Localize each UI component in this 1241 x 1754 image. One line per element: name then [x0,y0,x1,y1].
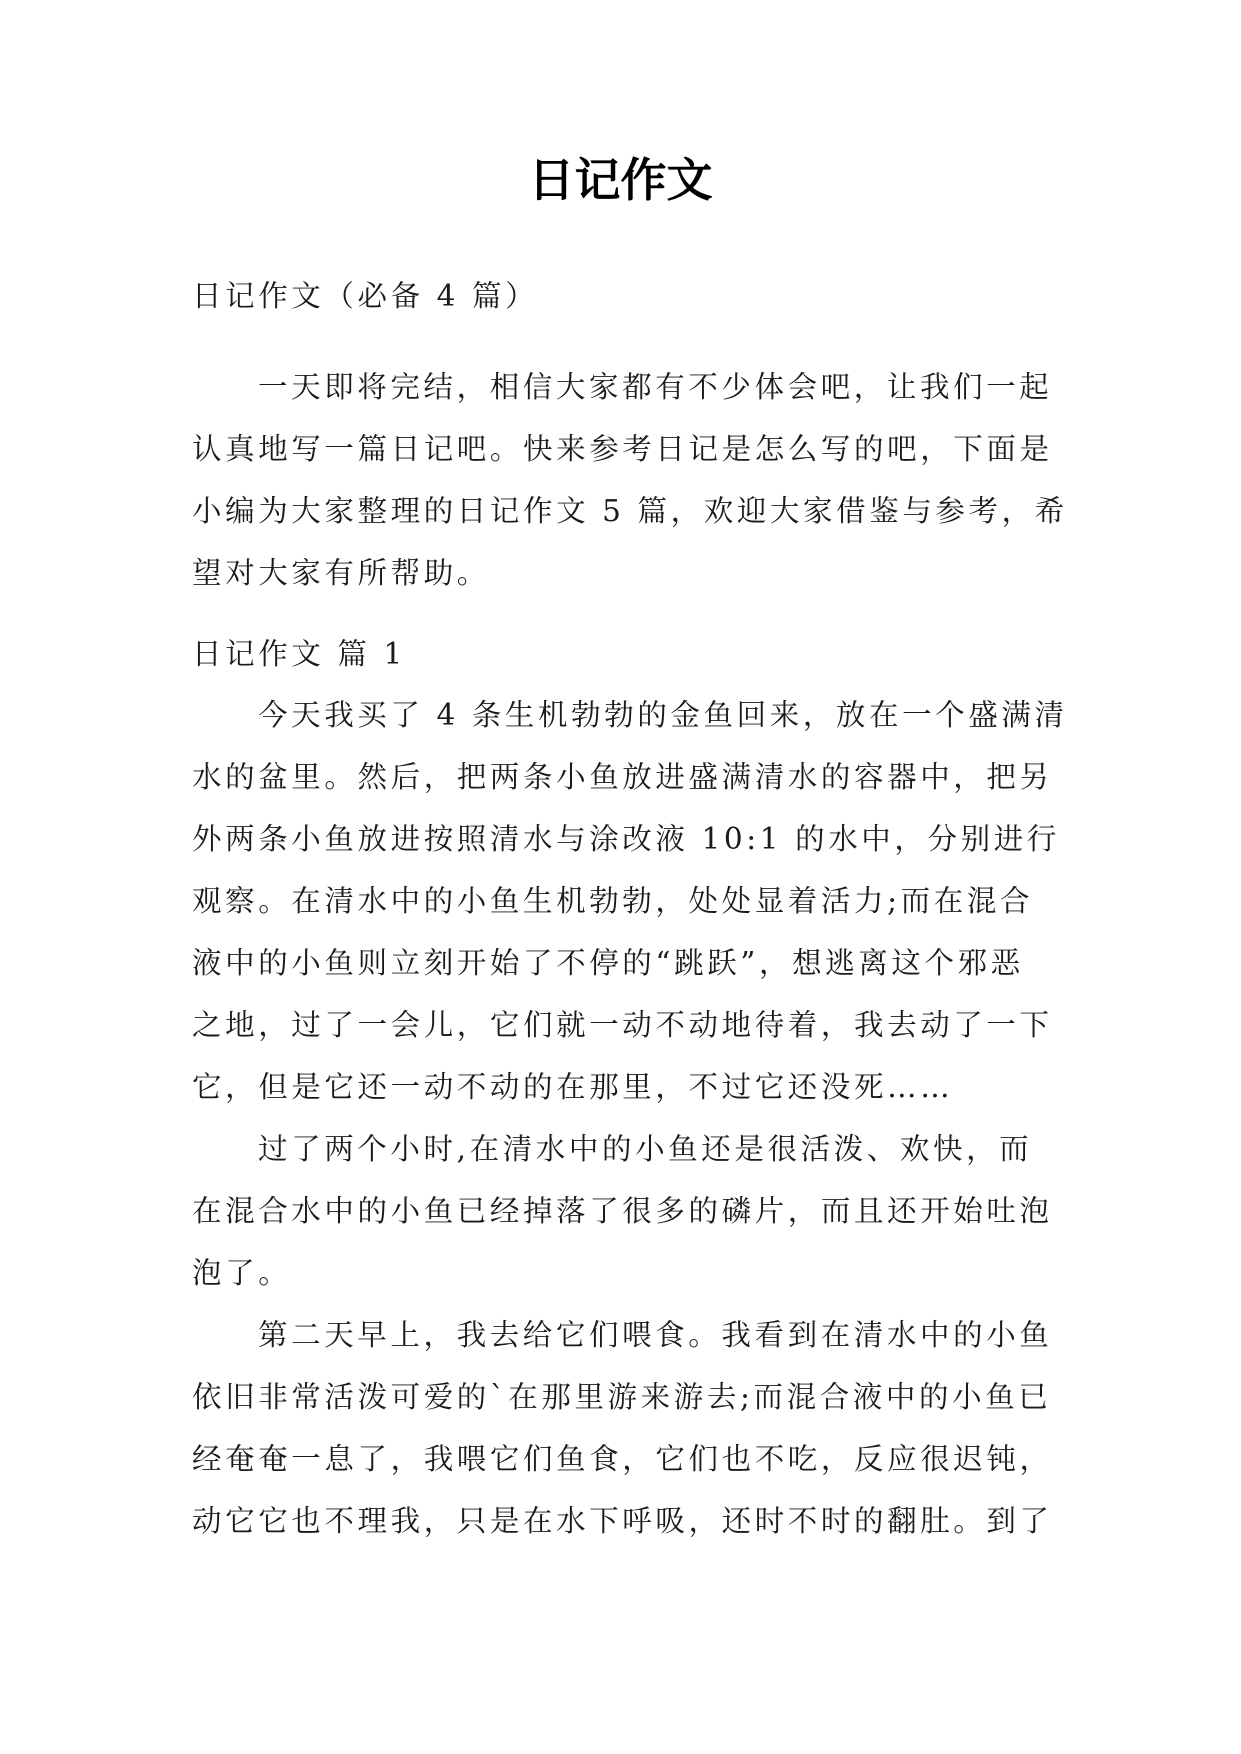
section-heading-line: 日记作文 篇 1 [192,637,406,671]
paragraph-line: 液中的小鱼则立刻开始了不停的“跳跃”，想逃离这个邪恶 [192,946,1024,980]
paragraph-line: 第二天早上，我去给它们喂食。我看到在清水中的小鱼 [258,1318,1053,1352]
intro-paragraph [192,356,1068,604]
paragraph-line: 在混合水中的小鱼已经掉落了很多的磷片，而且还开始吐泡 [192,1194,1053,1228]
document-subtitle [192,265,1052,327]
paragraph-line: 它，但是它还一动不动的在那里，不过它还没死…… [192,1070,954,1104]
paragraph-line: 一天即将完结，相信大家都有不少体会吧，让我们一起 [258,370,1053,404]
paragraph-2 [192,1118,1052,1304]
paragraph-line: 水的盆里。然后，把两条小鱼放进盛满清水的容器中，把另 [192,760,1053,794]
paragraph-line: 外两条小鱼放进按照清水与涂改液 10:1 的水中，分别进行 [192,822,1060,856]
paragraph-3 [192,1304,1052,1552]
paragraph-line: 之地，过了一会儿，它们就一动不动地待着，我去动了一下 [192,1008,1053,1042]
paragraph-line: 认真地写一篇日记吧。快来参考日记是怎么写的吧，下面是 [192,432,1053,466]
paragraph-1 [192,684,1068,1118]
paragraph-line: 观察。在清水中的小鱼生机勃勃，处处显着活力;而在混合 [192,884,1034,918]
subtitle-line: 日记作文（必备 4 篇） [192,279,539,313]
section-heading [192,623,1052,685]
paragraph-line: 泡了。 [192,1256,292,1290]
paragraph-line: 动它它也不理我，只是在水下呼吸，还时不时的翻肚。到了 [192,1504,1053,1538]
document-title: 日记作文 [528,153,713,207]
paragraph-line: 小编为大家整理的日记作文 5 篇，欢迎大家借鉴与参考，希 [192,494,1068,528]
paragraph-line: 依旧非常活泼可爱的`在那里游来游去;而混合液中的小鱼已 [192,1380,1052,1414]
paragraph-line: 今天我买了 4 条生机勃勃的金鱼回来，放在一个盛满清 [258,698,1068,732]
paragraph-line: 过了两个小时,在清水中的小鱼还是很活泼、欢快，而 [258,1132,1033,1166]
paragraph-line: 经奄奄一息了，我喂它们鱼食，它们也不吃，反应很迟钝， [192,1442,1053,1476]
paragraph-line: 望对大家有所帮助。 [192,556,490,590]
